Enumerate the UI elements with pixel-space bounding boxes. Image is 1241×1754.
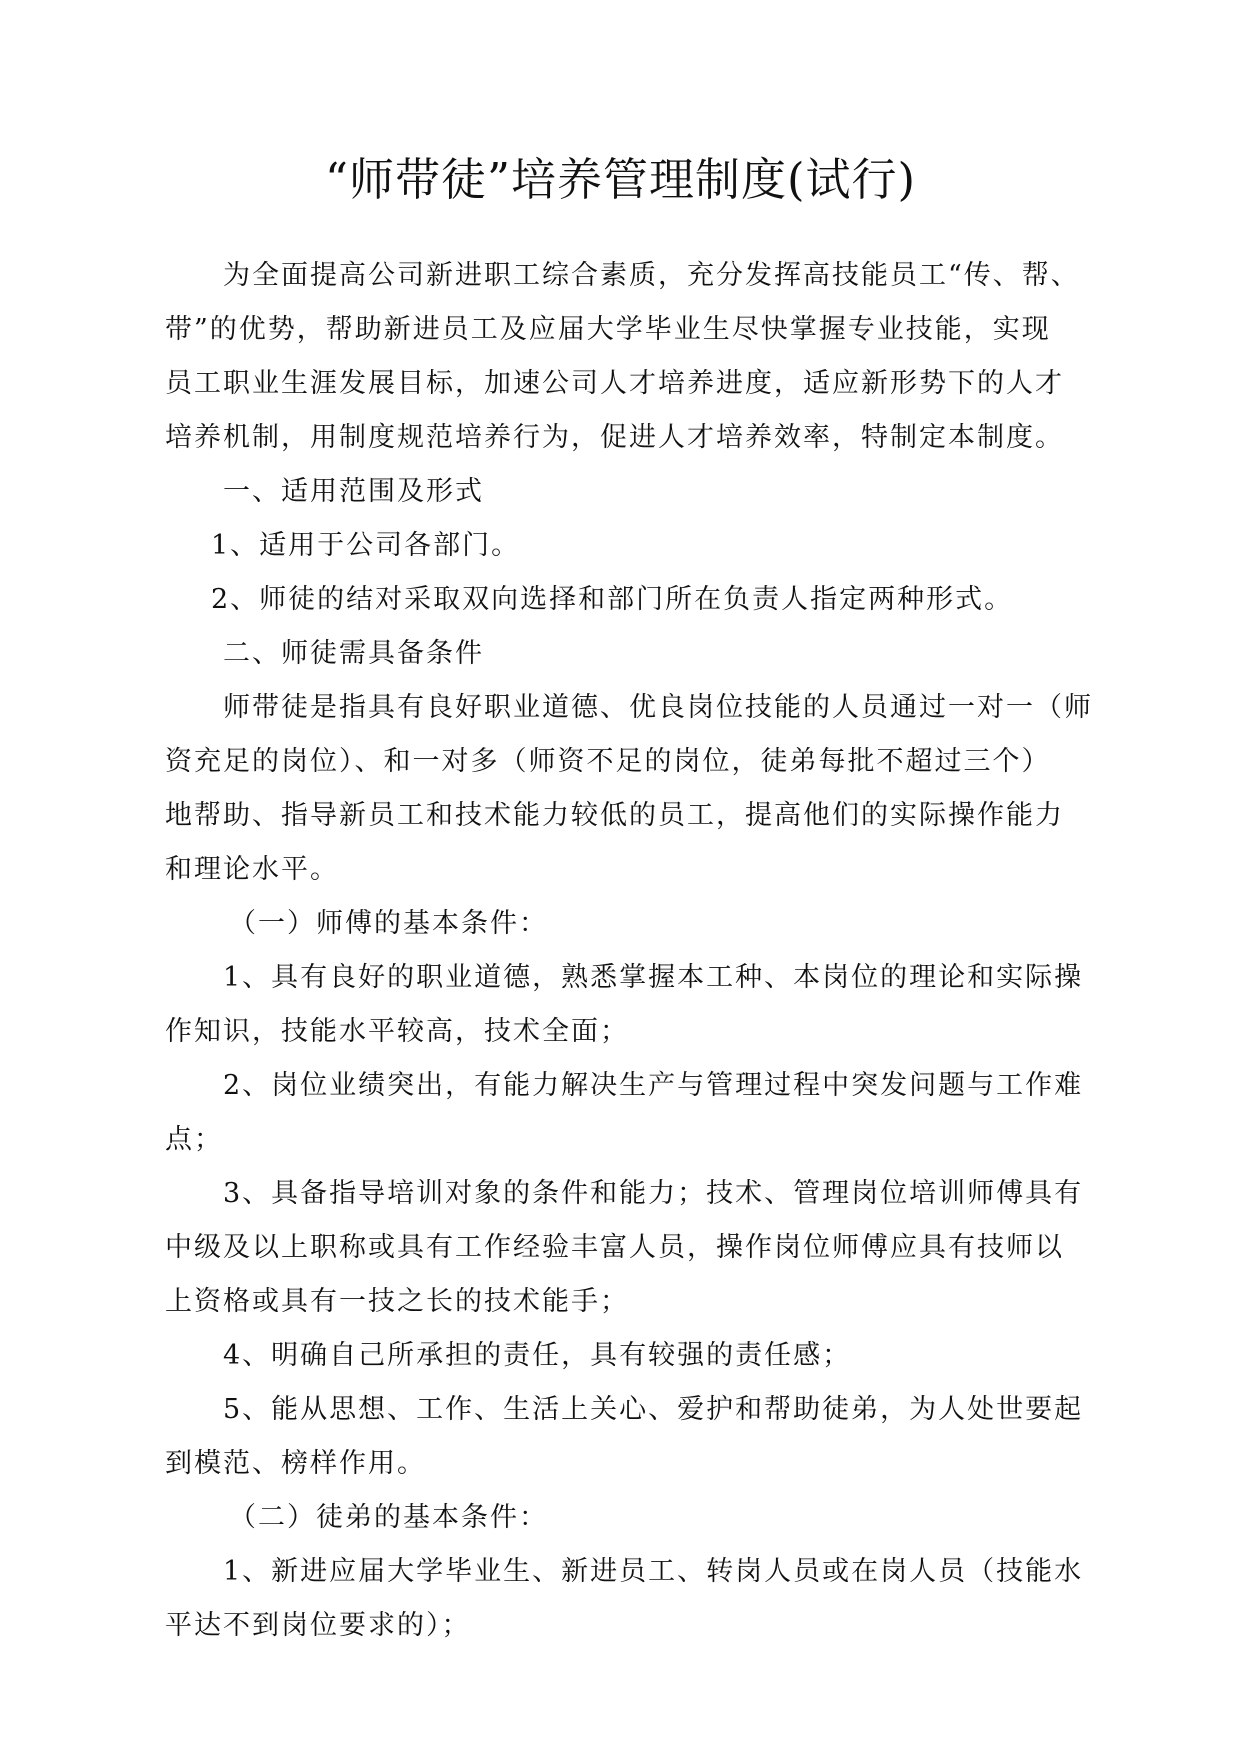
conditions-line-4: 和理论水平。 [165, 854, 339, 885]
conditions-line-1: 师带徒是指具有良好职业道德、优良岗位技能的人员通过一对一（师 [223, 692, 1093, 723]
intro-line-3: 员工职业生涯发展目标，加速公司人才培养进度，适应新形势下的人才 [165, 368, 1064, 399]
document-title: “师带徒”培养管理制度(试行) [324, 153, 917, 206]
scope-item-1: 1、适用于公司各部门。 [211, 530, 521, 561]
master-item-2-line-1: 2、岗位业绩突出，有能力解决生产与管理过程中突发问题与工作难 [223, 1070, 1084, 1101]
subheading-master: （一）师傅的基本条件： [229, 908, 548, 939]
intro-line-2: 带”的优势，帮助新进员工及应届大学毕业生尽快掌握专业技能，实现 [165, 314, 1051, 345]
intro-line-1: 为全面提高公司新进职工综合素质，充分发挥高技能员工“传、帮、 [223, 260, 1080, 291]
apprentice-item-1-line-1: 1、新进应届大学毕业生、新进员工、转岗人员或在岗人员（技能水 [223, 1556, 1084, 1587]
section-heading-scope: 一、适用范围及形式 [223, 476, 484, 507]
master-item-3-line-2: 中级及以上职称或具有工作经验丰富人员，操作岗位师傅应具有技师以 [165, 1232, 1064, 1263]
intro-line-4: 培养机制，用制度规范培养行为，促进人才培养效率，特制定本制度。 [165, 422, 1064, 453]
section-heading-conditions: 二、师徒需具备条件 [223, 638, 484, 669]
master-item-3-line-1: 3、具备指导培训对象的条件和能力；技术、管理岗位培训师傅具有 [223, 1178, 1084, 1209]
master-item-4: 4、明确自己所承担的责任，具有较强的责任感； [223, 1340, 852, 1371]
conditions-line-2: 资充足的岗位）、和一对多（师资不足的岗位，徒弟每批不超过三个） [165, 746, 1051, 777]
conditions-line-3: 地帮助、指导新员工和技术能力较低的员工，提高他们的实际操作能力 [165, 800, 1064, 831]
scope-item-2: 2、师徒的结对采取双向选择和部门所在负责人指定两种形式。 [211, 584, 1014, 615]
master-item-1-line-2: 作知识，技能水平较高，技术全面； [165, 1016, 629, 1047]
subheading-apprentice: （二）徒弟的基本条件： [229, 1502, 548, 1533]
master-item-3-line-3: 上资格或具有一技之长的技术能手； [165, 1286, 629, 1317]
master-item-1-line-1: 1、具有良好的职业道德，熟悉掌握本工种、本岗位的理论和实际操 [223, 962, 1084, 993]
apprentice-item-1-line-2: 平达不到岗位要求的）； [165, 1610, 471, 1641]
master-item-5-line-2: 到模范、榜样作用。 [165, 1448, 426, 1479]
document-body [165, 249, 1093, 1653]
master-item-5-line-1: 5、能从思想、工作、生活上关心、爱护和帮助徒弟，为人处世要起 [223, 1394, 1084, 1425]
master-item-2-line-2: 点； [165, 1124, 223, 1155]
